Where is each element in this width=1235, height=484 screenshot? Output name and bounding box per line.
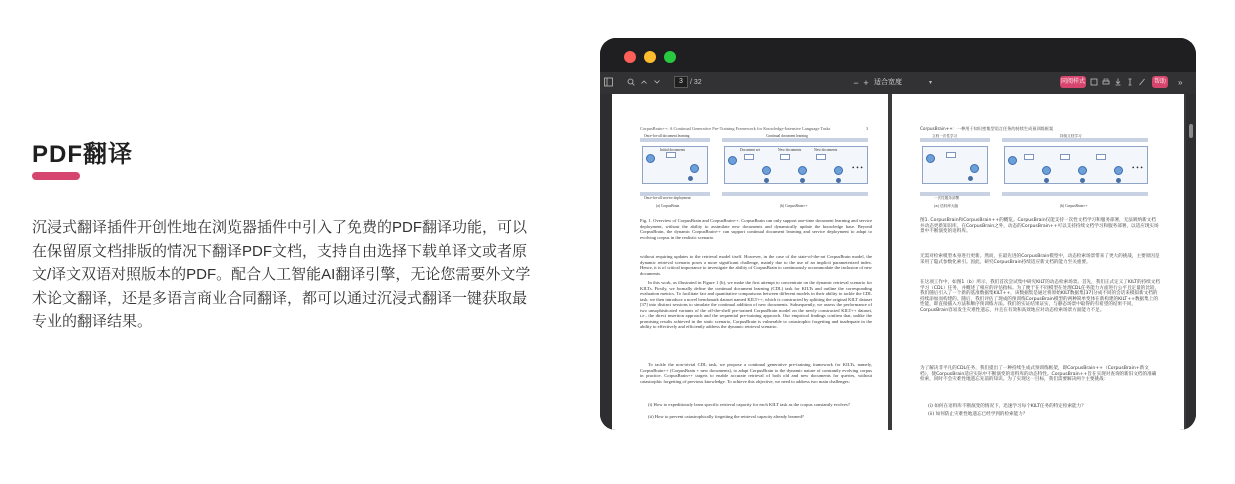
- close-window-button[interactable]: [624, 51, 636, 63]
- page-header: CorpusBrain++: A Continual Generative Pre-Training Framework for Knowledge-Intensive Language Tasks: [640, 126, 831, 131]
- list-item: (ii) 如何防止灾难性地遗忘已经学到的检索能力？: [928, 412, 1028, 417]
- figure-arrow: [640, 138, 710, 142]
- figure-label: Initial documents: [660, 148, 686, 152]
- figure-label: 一次性服务部署: [934, 196, 960, 200]
- chevron-down-icon: ▾: [928, 80, 932, 86]
- list-item: (i) How to expeditiously learn specific retrieval capacity for each KILT task as the corpus constantly evolves?: [648, 402, 850, 407]
- ellipsis: • • •: [1132, 164, 1143, 172]
- sidebar-toggle-icon[interactable]: [604, 76, 613, 90]
- minimize-window-button[interactable]: [644, 51, 656, 63]
- document-icon: [666, 152, 676, 158]
- section-title: PDF翻译: [32, 141, 133, 168]
- search-icon[interactable]: [627, 76, 635, 90]
- vertical-scrollbar[interactable]: [1186, 94, 1196, 430]
- figure-subcaption: (b) CorpusBrain++: [780, 204, 808, 208]
- brain-icon: [690, 164, 699, 173]
- feature-section: [32, 0, 572, 484]
- zoom-select-value: 适合宽度: [874, 79, 902, 86]
- brain-icon: [1008, 156, 1017, 165]
- pdf-viewer-window: [600, 38, 1196, 430]
- page-number: 3: [866, 126, 869, 131]
- download-icon[interactable]: [1114, 76, 1122, 90]
- list-item: (ii) How to prevent catastrophically forgetting the retrieval capacity already learned?: [648, 414, 804, 419]
- brain-icon: [1042, 166, 1051, 175]
- draw-icon[interactable]: [1138, 76, 1146, 90]
- brain-icon: [646, 154, 655, 163]
- brain-icon: [762, 166, 771, 175]
- user-icon: [800, 178, 805, 183]
- figure-caption: Fig. 1. Overview of CorpusBrain and CorpusBrain++. CorpusBrain can only support one-time document learning and service deployment, without the ability to assimilate new documents and dynamically update the knowledge base. Beyond CorpusBrain, the dynamic CorpusBrain++ can support continual document learning and service deployment to adapt to evolving corpus in the realistic scenario.: [640, 218, 872, 240]
- next-page-icon[interactable]: [653, 76, 661, 90]
- more-options-icon[interactable]: »: [1178, 78, 1183, 87]
- section-description: [32, 216, 572, 334]
- text-cursor-icon[interactable]: [1126, 76, 1134, 90]
- figure-label: Document set: [740, 148, 760, 152]
- figure-arrow: [722, 192, 868, 196]
- translate-style-button[interactable]: 同阅样式: [1060, 76, 1086, 88]
- maximize-window-button[interactable]: [664, 51, 676, 63]
- description-line: 在保留原文档排版的情况下翻译PDF文档，支持自由选择下载单译文或者原: [32, 242, 528, 260]
- document-icon: [780, 154, 790, 160]
- brain-icon: [834, 166, 843, 175]
- thumbnail-sidebar: [600, 94, 612, 430]
- figure-caption: 图1. CorpusBrain和CorpusBrain++的概览。CorpusBrain仅能支持一次性文档学习和服务部署，无法吸纳新文档并动态更新知识库。在CorpusBrain之外，动态的CorpusBrain++可以支持持续文档学习和服务部署，以适应现实场景中不断演变的语料库。: [920, 218, 1159, 235]
- paragraph: 为了解决非平凡的CDL任务，我们提出了一种持续生成式预训练框架，即CorpusBrain++（CorpusBrain+新文档），使CorpusBrain适应实际中不断演变的语料库的动态特性。CorpusBrain++旨在实现对查询的新旧文档的准确检索，同时不会灾难性地遗忘先前的知识。为了实现这一目标，我们需要解决两个主要挑战：: [920, 366, 1157, 383]
- document-icon: [946, 152, 956, 158]
- figure-label: New documents: [814, 148, 838, 152]
- user-icon: [1080, 178, 1085, 183]
- paragraph: In this work, as illustrated in Figure 1 (b), we make the first attempt to concentrate on the dynamic retrieval scenario for KILTs. Firstly, we formally define the continual document learning (CDL) task for KILTs and outline the corresponding evaluation metrics. To facilitate fair and quantitative comparisons between different models in their ability to tackle the CDL task, we then introduce a novel benchmark dataset named KILT++, which is constructed by splitting the original KILT dataset [37] into distinct sessions to simulate the continual addition of new documents. Subsequently, we assess the performance of two unsophisticated variants of the off-the-shelf pre-trained CorpusBrain model on the newly constructed KILT++ dataset, i.e., the direct insertion approach and the sequential pre-training approach. Our empirical findings confirm that, unlike the promising results achieved in the static scenario, CorpusBrain is vulnerable to catastrophic forgetting and inadequate in the ability to effectively and efficiently address the dynamic retrieval scenario.: [640, 280, 872, 329]
- figure-box: [1004, 146, 1148, 184]
- zoom-in-button[interactable]: +: [863, 78, 869, 88]
- document-icon: [1024, 154, 1034, 160]
- scrollbar-thumb[interactable]: [1189, 124, 1193, 138]
- figure: [920, 134, 1152, 216]
- zoom-out-button[interactable]: −: [853, 78, 859, 88]
- page-header: CorpusBrain++：一种用于知识密集型语言任务的持续生成预训练框架: [920, 126, 1054, 131]
- translated-pdf-page[interactable]: [892, 94, 1184, 430]
- ellipsis: • • •: [852, 164, 863, 172]
- user-icon: [1116, 178, 1121, 183]
- title-accent-bar: [32, 172, 80, 180]
- pdf-viewer-area: [600, 94, 1196, 430]
- brain-icon: [798, 166, 807, 175]
- highlight-icon[interactable]: [1090, 76, 1098, 90]
- figure: [640, 134, 872, 216]
- document-icon: [816, 154, 826, 160]
- figure-subcaption: (b) CorpusBrain++: [1060, 204, 1088, 208]
- paragraph: without requiring updates to the retrieval model itself. However, in the case of the state-of-the-art CorpusBrain model, the dynamic retrieval scenario poses a more significant challenge, mainly due to the use of an implicit parameterized index. Hence, it is of critical importance to investigate the ability of CorpusBrain to continuously accommodate the inclusion of new documents.: [640, 254, 872, 276]
- document-icon: [1060, 154, 1070, 160]
- print-icon[interactable]: [1102, 76, 1110, 90]
- brain-icon: [1078, 166, 1087, 175]
- description-line: 沉浸式翻译插件开创性地在浏览器插件中引入了免费的PDF翻译功能，可以: [32, 219, 528, 236]
- previous-page-icon[interactable]: [640, 76, 648, 90]
- page-number-input[interactable]: 3: [674, 76, 688, 88]
- figure-label: 持续文档学习: [1060, 134, 1082, 138]
- user-icon: [836, 178, 841, 183]
- figure-arrow: [722, 138, 868, 142]
- figure-subcaption: (a) CorpusBrain: [656, 204, 680, 208]
- user-icon: [764, 178, 769, 183]
- figure-label: Once-for-all document learning: [644, 134, 690, 138]
- brain-icon: [970, 164, 979, 173]
- paragraph: 无需对检索模型本身进行更新。然而，在最先进的CorpusBrain模型中，动态检索场景带来了更大的挑战，主要原因是采用了隐式参数化索引。因此，研究CorpusBrain持续适应新文档的能力至关重要。: [920, 254, 1160, 265]
- description-line: 专业的翻译结果。: [32, 313, 153, 330]
- brain-icon: [1114, 166, 1123, 175]
- brain-icon: [728, 156, 737, 165]
- paragraph: 在这项工作中，如图1（b）所示，我们首次尝试集中研究KILT的动态检索场景。首先，我们正式定义了KILT的持续文档学习（CDL）任务，并概述了相应的评估指标。为了便于在不同模型在处理CDL任务能力方面进行公平且定量的比较，我们随后引入了一个新的基准数据集KILT++，该数据集是通过将原始KILT数据集[37]分成不同的会话来模拟新文档的持续添加而构建的。随后，我们评估了现成的预训练CorpusBrain模型的两种简单变体在新构建的KILT++数据集上的性能，即直接插入方法和顺序预训练方法。我们的实证结果证实，与静态场景中取得的有希望的结果不同，CorpusBrain容易发生灾难性遗忘，并且在有效和高效地应对动态检索场景方面能力不足。: [920, 280, 1160, 313]
- description-line: 文/译文双语对照版本的PDF。配合人工智能AI翻译引擎，无论您需要外文学: [32, 266, 531, 283]
- original-pdf-page[interactable]: [612, 94, 888, 430]
- pdf-toolbar: [600, 72, 1196, 94]
- page-total-label: / 32: [690, 79, 702, 86]
- user-icon: [1044, 178, 1049, 183]
- document-icon: [1096, 154, 1106, 160]
- help-button[interactable]: 帮助: [1152, 76, 1168, 88]
- figure-subcaption: (a) 语料库大脑: [934, 204, 959, 208]
- figure-label: 文档一次性学习: [932, 134, 958, 138]
- figure-arrow: [1002, 192, 1148, 196]
- user-icon: [968, 176, 973, 181]
- paragraph: To tackle the non-trivial CDL task, we propose a continual generative pre-training framework for KILTs, namely, CorpusBrain++ (CorpusBrain + new documents), to adapt CorpusBrain to the dynamic nature of constantly evolving corpus in practice. CorpusBrain++ targets to enable accurate retrieval of both old and new documents for queries, without catastrophic forgetting of previous knowledge. To achieve this objective, we need to address two main challenges:: [640, 362, 872, 384]
- figure-label: New documents: [778, 148, 802, 152]
- figure-label: Continual document learning: [766, 134, 808, 138]
- description-line: 术论文翻译，还是多语言商业合同翻译，都可以通过沉浸式翻译一键获取最: [32, 289, 528, 307]
- window-titlebar: [600, 38, 1196, 72]
- figure-label: Once-for-all service deployment: [644, 196, 691, 200]
- document-icon: [744, 154, 754, 160]
- list-item: (i) 如何在语料库不断演变的情况下，迅速学习每个KILT任务的特定检索能力？: [928, 404, 1086, 409]
- zoom-select[interactable]: [872, 77, 934, 89]
- user-icon: [688, 176, 693, 181]
- brain-icon: [926, 154, 935, 163]
